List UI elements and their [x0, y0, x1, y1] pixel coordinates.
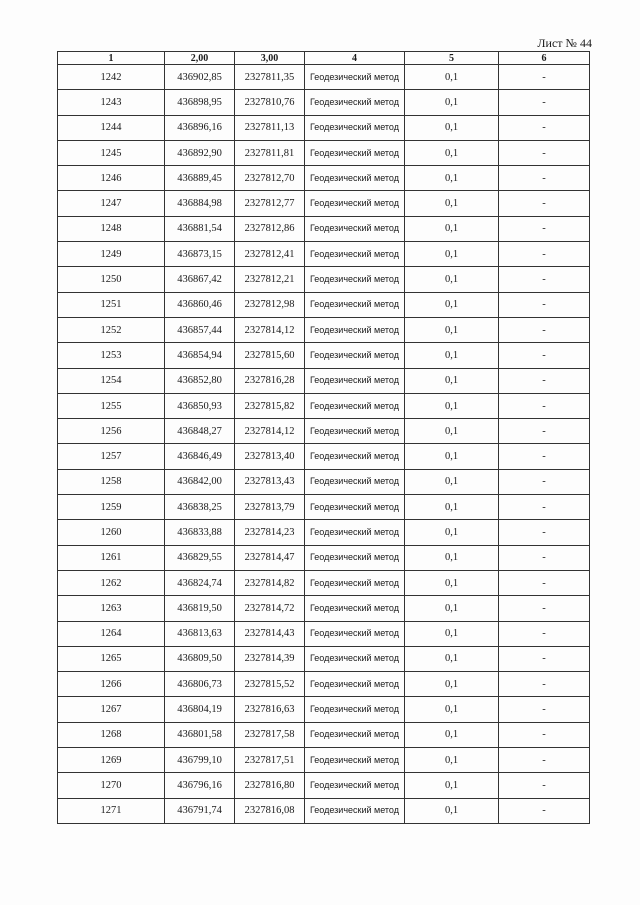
accuracy-cell: 0,1 [405, 419, 499, 444]
x-coordinate-cell: 436838,25 [165, 495, 235, 520]
note-cell: - [499, 621, 590, 646]
method-cell: Геодезический метод [305, 697, 405, 722]
table-row [58, 343, 590, 368]
point-number-cell: 1244 [58, 115, 165, 140]
method-cell: Геодезический метод [305, 722, 405, 747]
point-number-cell: 1247 [58, 191, 165, 216]
accuracy-cell: 0,1 [405, 596, 499, 621]
point-number-cell: 1264 [58, 621, 165, 646]
x-coordinate-cell: 436819,50 [165, 596, 235, 621]
accuracy-cell: 0,1 [405, 115, 499, 140]
x-coordinate-cell: 436829,55 [165, 545, 235, 570]
note-cell: - [499, 444, 590, 469]
accuracy-cell: 0,1 [405, 495, 499, 520]
y-coordinate-cell: 2327812,77 [235, 191, 305, 216]
method-cell: Геодезический метод [305, 115, 405, 140]
x-coordinate-cell: 436848,27 [165, 419, 235, 444]
y-coordinate-cell: 2327811,81 [235, 140, 305, 165]
point-number-cell: 1258 [58, 469, 165, 494]
accuracy-cell: 0,1 [405, 672, 499, 697]
note-cell: - [499, 90, 590, 115]
note-cell: - [499, 798, 590, 823]
column-header-3: 3,00 [235, 52, 305, 65]
method-cell: Геодезический метод [305, 419, 405, 444]
accuracy-cell: 0,1 [405, 166, 499, 191]
point-number-cell: 1268 [58, 722, 165, 747]
y-coordinate-cell: 2327817,58 [235, 722, 305, 747]
accuracy-cell: 0,1 [405, 368, 499, 393]
note-cell: - [499, 140, 590, 165]
column-header-1: 1 [58, 52, 165, 65]
point-number-cell: 1250 [58, 267, 165, 292]
table-row [58, 90, 590, 115]
table-row [58, 798, 590, 823]
accuracy-cell: 0,1 [405, 140, 499, 165]
method-cell: Геодезический метод [305, 65, 405, 90]
x-coordinate-cell: 436801,58 [165, 722, 235, 747]
note-cell: - [499, 115, 590, 140]
point-number-cell: 1251 [58, 292, 165, 317]
point-number-cell: 1265 [58, 646, 165, 671]
accuracy-cell: 0,1 [405, 570, 499, 595]
method-cell: Геодезический метод [305, 672, 405, 697]
point-number-cell: 1249 [58, 242, 165, 267]
x-coordinate-cell: 436898,95 [165, 90, 235, 115]
x-coordinate-cell: 436854,94 [165, 343, 235, 368]
accuracy-cell: 0,1 [405, 267, 499, 292]
table-row [58, 722, 590, 747]
x-coordinate-cell: 436846,49 [165, 444, 235, 469]
point-number-cell: 1260 [58, 520, 165, 545]
accuracy-cell: 0,1 [405, 621, 499, 646]
y-coordinate-cell: 2327812,70 [235, 166, 305, 191]
method-cell: Геодезический метод [305, 317, 405, 342]
accuracy-cell: 0,1 [405, 520, 499, 545]
y-coordinate-cell: 2327814,47 [235, 545, 305, 570]
method-cell: Геодезический метод [305, 292, 405, 317]
note-cell: - [499, 722, 590, 747]
table-row [58, 621, 590, 646]
note-cell: - [499, 267, 590, 292]
method-cell: Геодезический метод [305, 216, 405, 241]
y-coordinate-cell: 2327810,76 [235, 90, 305, 115]
method-cell: Геодезический метод [305, 444, 405, 469]
method-cell: Геодезический метод [305, 267, 405, 292]
table-row [58, 216, 590, 241]
accuracy-cell: 0,1 [405, 469, 499, 494]
x-coordinate-cell: 436813,63 [165, 621, 235, 646]
method-cell: Геодезический метод [305, 748, 405, 773]
method-cell: Геодезический метод [305, 140, 405, 165]
accuracy-cell: 0,1 [405, 798, 499, 823]
y-coordinate-cell: 2327814,12 [235, 317, 305, 342]
note-cell: - [499, 65, 590, 90]
y-coordinate-cell: 2327814,12 [235, 419, 305, 444]
table-row [58, 267, 590, 292]
accuracy-cell: 0,1 [405, 646, 499, 671]
point-number-cell: 1248 [58, 216, 165, 241]
note-cell: - [499, 748, 590, 773]
point-number-cell: 1271 [58, 798, 165, 823]
y-coordinate-cell: 2327811,35 [235, 65, 305, 90]
sheet-number: Лист № 44 [537, 36, 592, 50]
table-row [58, 292, 590, 317]
x-coordinate-cell: 436796,16 [165, 773, 235, 798]
x-coordinate-cell: 436881,54 [165, 216, 235, 241]
accuracy-cell: 0,1 [405, 216, 499, 241]
y-coordinate-cell: 2327815,60 [235, 343, 305, 368]
y-coordinate-cell: 2327814,43 [235, 621, 305, 646]
note-cell: - [499, 495, 590, 520]
y-coordinate-cell: 2327813,79 [235, 495, 305, 520]
point-number-cell: 1253 [58, 343, 165, 368]
note-cell: - [499, 773, 590, 798]
point-number-cell: 1246 [58, 166, 165, 191]
x-coordinate-cell: 436833,88 [165, 520, 235, 545]
x-coordinate-cell: 436860,46 [165, 292, 235, 317]
table-header-row [58, 52, 590, 65]
point-number-cell: 1259 [58, 495, 165, 520]
table-row [58, 672, 590, 697]
table-row [58, 773, 590, 798]
method-cell: Геодезический метод [305, 570, 405, 595]
method-cell: Геодезический метод [305, 368, 405, 393]
method-cell: Геодезический метод [305, 495, 405, 520]
point-number-cell: 1245 [58, 140, 165, 165]
accuracy-cell: 0,1 [405, 748, 499, 773]
y-coordinate-cell: 2327814,82 [235, 570, 305, 595]
x-coordinate-cell: 436892,90 [165, 140, 235, 165]
column-header-2: 2,00 [165, 52, 235, 65]
table-row [58, 495, 590, 520]
note-cell: - [499, 216, 590, 241]
y-coordinate-cell: 2327813,40 [235, 444, 305, 469]
point-number-cell: 1266 [58, 672, 165, 697]
table-row [58, 545, 590, 570]
note-cell: - [499, 545, 590, 570]
method-cell: Геодезический метод [305, 596, 405, 621]
x-coordinate-cell: 436873,15 [165, 242, 235, 267]
note-cell: - [499, 292, 590, 317]
y-coordinate-cell: 2327816,28 [235, 368, 305, 393]
accuracy-cell: 0,1 [405, 242, 499, 267]
table-row [58, 570, 590, 595]
accuracy-cell: 0,1 [405, 697, 499, 722]
method-cell: Геодезический метод [305, 469, 405, 494]
note-cell: - [499, 419, 590, 444]
table-body [58, 65, 590, 824]
y-coordinate-cell: 2327812,41 [235, 242, 305, 267]
accuracy-cell: 0,1 [405, 90, 499, 115]
table-row [58, 65, 590, 90]
x-coordinate-cell: 436809,50 [165, 646, 235, 671]
x-coordinate-cell: 436889,45 [165, 166, 235, 191]
note-cell: - [499, 697, 590, 722]
x-coordinate-cell: 436896,16 [165, 115, 235, 140]
note-cell: - [499, 343, 590, 368]
point-number-cell: 1243 [58, 90, 165, 115]
table-row [58, 191, 590, 216]
point-number-cell: 1254 [58, 368, 165, 393]
column-header-5: 5 [405, 52, 499, 65]
table-row [58, 444, 590, 469]
method-cell: Геодезический метод [305, 242, 405, 267]
note-cell: - [499, 317, 590, 342]
y-coordinate-cell: 2327815,52 [235, 672, 305, 697]
x-coordinate-cell: 436902,85 [165, 65, 235, 90]
point-number-cell: 1257 [58, 444, 165, 469]
method-cell: Геодезический метод [305, 166, 405, 191]
x-coordinate-cell: 436857,44 [165, 317, 235, 342]
accuracy-cell: 0,1 [405, 343, 499, 368]
method-cell: Геодезический метод [305, 520, 405, 545]
method-cell: Геодезический метод [305, 773, 405, 798]
y-coordinate-cell: 2327814,23 [235, 520, 305, 545]
point-number-cell: 1262 [58, 570, 165, 595]
y-coordinate-cell: 2327816,08 [235, 798, 305, 823]
table-row [58, 115, 590, 140]
y-coordinate-cell: 2327816,63 [235, 697, 305, 722]
table-row [58, 697, 590, 722]
point-number-cell: 1263 [58, 596, 165, 621]
table-row [58, 242, 590, 267]
note-cell: - [499, 520, 590, 545]
method-cell: Геодезический метод [305, 646, 405, 671]
y-coordinate-cell: 2327817,51 [235, 748, 305, 773]
table-row [58, 646, 590, 671]
y-coordinate-cell: 2327812,98 [235, 292, 305, 317]
x-coordinate-cell: 436804,19 [165, 697, 235, 722]
note-cell: - [499, 646, 590, 671]
x-coordinate-cell: 436824,74 [165, 570, 235, 595]
table-row [58, 166, 590, 191]
point-number-cell: 1242 [58, 65, 165, 90]
accuracy-cell: 0,1 [405, 292, 499, 317]
note-cell: - [499, 596, 590, 621]
accuracy-cell: 0,1 [405, 444, 499, 469]
x-coordinate-cell: 436867,42 [165, 267, 235, 292]
note-cell: - [499, 393, 590, 418]
point-number-cell: 1256 [58, 419, 165, 444]
accuracy-cell: 0,1 [405, 722, 499, 747]
y-coordinate-cell: 2327813,43 [235, 469, 305, 494]
x-coordinate-cell: 436884,98 [165, 191, 235, 216]
x-coordinate-cell: 436799,10 [165, 748, 235, 773]
method-cell: Геодезический метод [305, 798, 405, 823]
y-coordinate-cell: 2327812,86 [235, 216, 305, 241]
column-header-6: 6 [499, 52, 590, 65]
table-row [58, 596, 590, 621]
note-cell: - [499, 570, 590, 595]
method-cell: Геодезический метод [305, 621, 405, 646]
note-cell: - [499, 672, 590, 697]
column-header-4: 4 [305, 52, 405, 65]
method-cell: Геодезический метод [305, 191, 405, 216]
method-cell: Геодезический метод [305, 393, 405, 418]
point-number-cell: 1269 [58, 748, 165, 773]
x-coordinate-cell: 436850,93 [165, 393, 235, 418]
accuracy-cell: 0,1 [405, 773, 499, 798]
y-coordinate-cell: 2327812,21 [235, 267, 305, 292]
table-row [58, 748, 590, 773]
method-cell: Геодезический метод [305, 545, 405, 570]
note-cell: - [499, 166, 590, 191]
accuracy-cell: 0,1 [405, 191, 499, 216]
note-cell: - [499, 191, 590, 216]
table-row [58, 317, 590, 342]
x-coordinate-cell: 436791,74 [165, 798, 235, 823]
note-cell: - [499, 242, 590, 267]
point-number-cell: 1270 [58, 773, 165, 798]
x-coordinate-cell: 436842,00 [165, 469, 235, 494]
coordinates-table [57, 51, 590, 824]
table-row [58, 393, 590, 418]
table-row [58, 419, 590, 444]
accuracy-cell: 0,1 [405, 545, 499, 570]
table-row [58, 140, 590, 165]
point-number-cell: 1255 [58, 393, 165, 418]
x-coordinate-cell: 436852,80 [165, 368, 235, 393]
accuracy-cell: 0,1 [405, 393, 499, 418]
y-coordinate-cell: 2327814,39 [235, 646, 305, 671]
method-cell: Геодезический метод [305, 90, 405, 115]
table-row [58, 520, 590, 545]
x-coordinate-cell: 436806,73 [165, 672, 235, 697]
point-number-cell: 1267 [58, 697, 165, 722]
note-cell: - [499, 469, 590, 494]
accuracy-cell: 0,1 [405, 317, 499, 342]
accuracy-cell: 0,1 [405, 65, 499, 90]
table-row [58, 368, 590, 393]
method-cell: Геодезический метод [305, 343, 405, 368]
point-number-cell: 1261 [58, 545, 165, 570]
y-coordinate-cell: 2327811,13 [235, 115, 305, 140]
y-coordinate-cell: 2327814,72 [235, 596, 305, 621]
note-cell: - [499, 368, 590, 393]
point-number-cell: 1252 [58, 317, 165, 342]
y-coordinate-cell: 2327816,80 [235, 773, 305, 798]
table-row [58, 469, 590, 494]
y-coordinate-cell: 2327815,82 [235, 393, 305, 418]
